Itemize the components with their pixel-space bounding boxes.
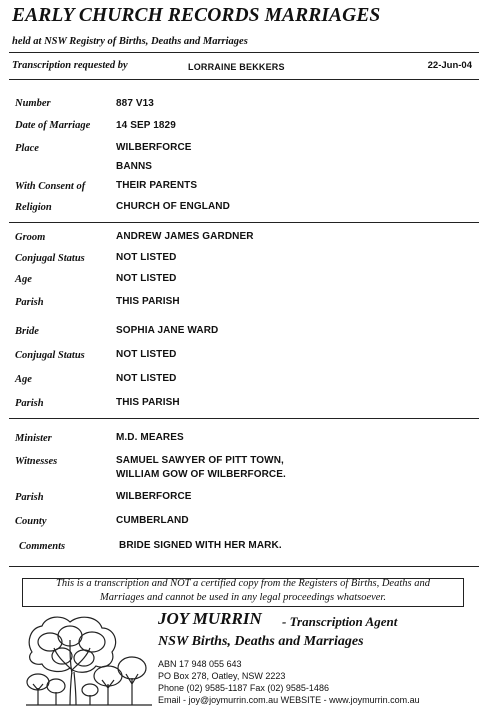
witnesses-label: Witnesses <box>15 456 58 467</box>
bride-parish-value: THIS PARISH <box>116 397 180 408</box>
disclaimer-line-2: Marriages and cannot be used in any legal proceedings whatsoever. <box>100 592 386 603</box>
document-title: EARLY CHURCH RECORDS MARRIAGES <box>12 5 381 26</box>
request-date: 22-Jun-04 <box>427 60 472 71</box>
officials-parish-value: WILBERFORCE <box>116 491 192 502</box>
divider-header <box>9 52 479 53</box>
county-value: CUMBERLAND <box>116 515 189 526</box>
divider-couple <box>9 418 479 419</box>
number-label: Number <box>15 98 51 109</box>
consent-value: THEIR PARENTS <box>116 180 198 191</box>
groom-conjugal-label: Conjugal Status <box>15 253 85 264</box>
bride-conjugal-label: Conjugal Status <box>15 350 85 361</box>
religion-value: CHURCH OF ENGLAND <box>116 201 230 212</box>
groom-parish-label: Parish <box>15 297 44 308</box>
agent-organisation: NSW Births, Deaths and Marriages <box>158 634 364 649</box>
groom-label: Groom <box>15 232 46 243</box>
marriage-date-value: 14 SEP 1829 <box>116 120 176 131</box>
request-name: LORRAINE BEKKERS <box>188 62 285 72</box>
place-label: Place <box>15 143 39 154</box>
officials-parish-label: Parish <box>15 492 44 503</box>
comments-label: Comments <box>19 541 66 552</box>
groom-conjugal-value: NOT LISTED <box>116 252 177 263</box>
agent-name: JOY MURRIN <box>158 609 262 628</box>
bride-parish-label: Parish <box>15 398 44 409</box>
witnesses-value-2: WILLIAM GOW OF WILBERFORCE. <box>116 469 286 480</box>
groom-parish-value: THIS PARISH <box>116 296 180 307</box>
divider-request <box>9 79 479 80</box>
agent-role: - Transcription Agent <box>282 614 398 629</box>
bride-label: Bride <box>15 326 39 337</box>
minister-value: M.D. MEARES <box>116 432 184 443</box>
religion-label: Religion <box>15 202 52 213</box>
groom-value: ANDREW JAMES GARDNER <box>116 231 254 242</box>
agent-address: PO Box 278, Oatley, NSW 2223 <box>158 671 286 681</box>
request-label: Transcription requested by <box>12 60 128 71</box>
divider-officials <box>9 566 479 567</box>
bride-age-value: NOT LISTED <box>116 373 177 384</box>
document-subtitle: held at NSW Registry of Births, Deaths and Marriages <box>12 36 248 47</box>
place-value-banns: BANNS <box>116 161 153 172</box>
witnesses-value-1: SAMUEL SAWYER OF PITT TOWN, <box>116 455 284 466</box>
county-label: County <box>15 516 47 527</box>
bride-value: SOPHIA JANE WARD <box>116 325 219 336</box>
comments-value: BRIDE SIGNED WITH HER MARK. <box>119 540 282 551</box>
groom-age-label: Age <box>15 274 32 285</box>
divider-record <box>9 222 479 223</box>
marriage-date-label: Date of Marriage <box>15 120 91 131</box>
number-value: 887 V13 <box>116 98 154 109</box>
disclaimer-line-1: This is a transcription and NOT a certified copy from the Registers of Births, Deaths and <box>56 578 430 589</box>
place-value: WILBERFORCE <box>116 142 192 153</box>
agent-phone: Phone (02) 9585-1187 Fax (02) 9585-1486 <box>158 683 329 693</box>
agent-email-web: Email - joy@joymurrin.com.au WEBSITE - www.joymurrin.com.au <box>158 695 420 705</box>
tree-logo-icon <box>24 612 154 706</box>
groom-age-value: NOT LISTED <box>116 273 177 284</box>
consent-label: With Consent of <box>15 181 86 192</box>
bride-conjugal-value: NOT LISTED <box>116 349 177 360</box>
minister-label: Minister <box>15 433 52 444</box>
agent-abn: ABN 17 948 055 643 <box>158 659 242 669</box>
bride-age-label: Age <box>15 374 32 385</box>
